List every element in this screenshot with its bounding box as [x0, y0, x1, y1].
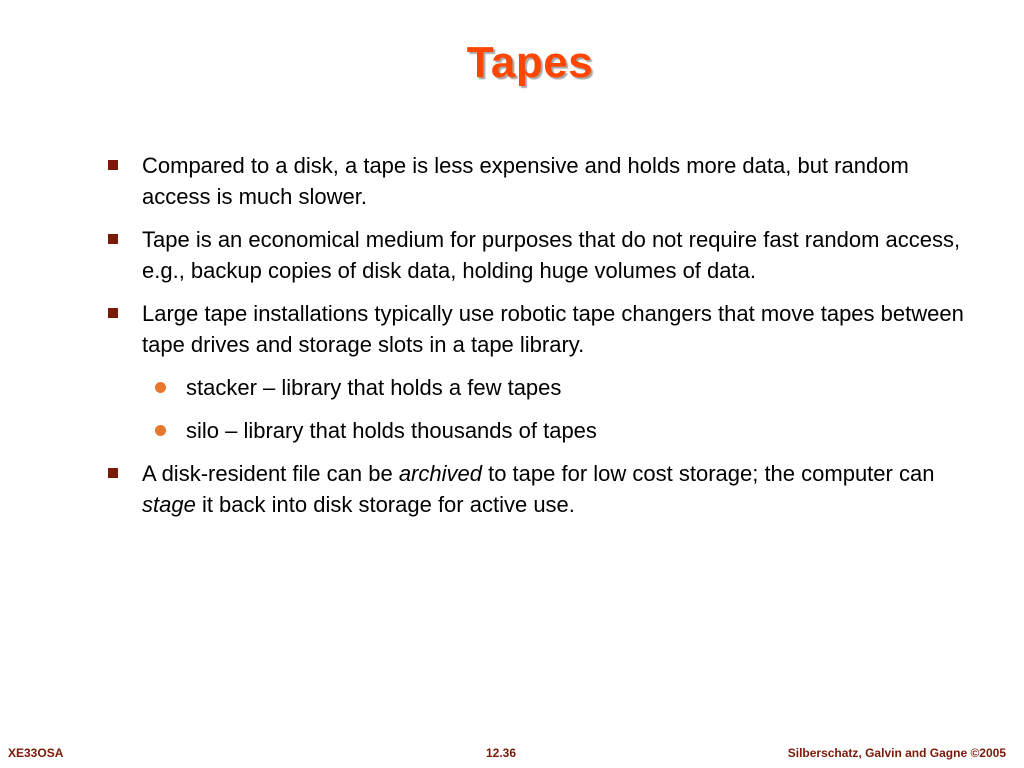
square-bullet-icon: [108, 234, 118, 244]
archived-emphasis: archived: [398, 461, 482, 486]
bullet-text: Compared to a disk, a tape is less expensive and holds more data, but random access is much slower.: [142, 153, 909, 209]
square-bullet-icon: [108, 468, 118, 478]
bullet-text: [142, 461, 934, 517]
bullet-item: [100, 224, 970, 286]
bullet-text: Tape is an economical medium for purposes that do not require fast random access, e.g., backup copies of disk data, holding huge volumes of data.: [142, 227, 961, 283]
subbullet-item: [100, 372, 970, 403]
slide-content: [100, 150, 970, 532]
footer-course-code: XE33OSA: [8, 746, 64, 760]
bullet-text-part: it back into disk storage for active use.: [195, 492, 575, 517]
subbullet-text: stacker – library that holds a few tapes: [186, 375, 562, 400]
square-bullet-icon: [108, 308, 118, 318]
round-bullet-icon: [155, 382, 166, 393]
bullet-text-part: to tape for low cost storage; the computer can: [481, 461, 935, 486]
slide-title: Tapes: [466, 38, 594, 87]
square-bullet-icon: [108, 160, 118, 170]
bullet-text: Large tape installations typically use robotic tape changers that move tapes between tape drives and storage slots in a tape library.: [142, 301, 964, 357]
bullet-item: [100, 298, 970, 360]
bullet-item: [100, 150, 970, 212]
round-bullet-icon: [155, 425, 166, 436]
bullet-text-part: A disk-resident file can be: [142, 461, 399, 486]
footer-copyright: Silberschatz, Galvin and Gagne ©2005: [787, 746, 1006, 760]
bullet-item: [100, 458, 970, 520]
subbullet-item: [100, 415, 970, 446]
stage-emphasis: stage: [142, 492, 196, 517]
subbullet-text: silo – library that holds thousands of tapes: [186, 418, 597, 443]
footer-page-number: 12.36: [486, 746, 517, 760]
